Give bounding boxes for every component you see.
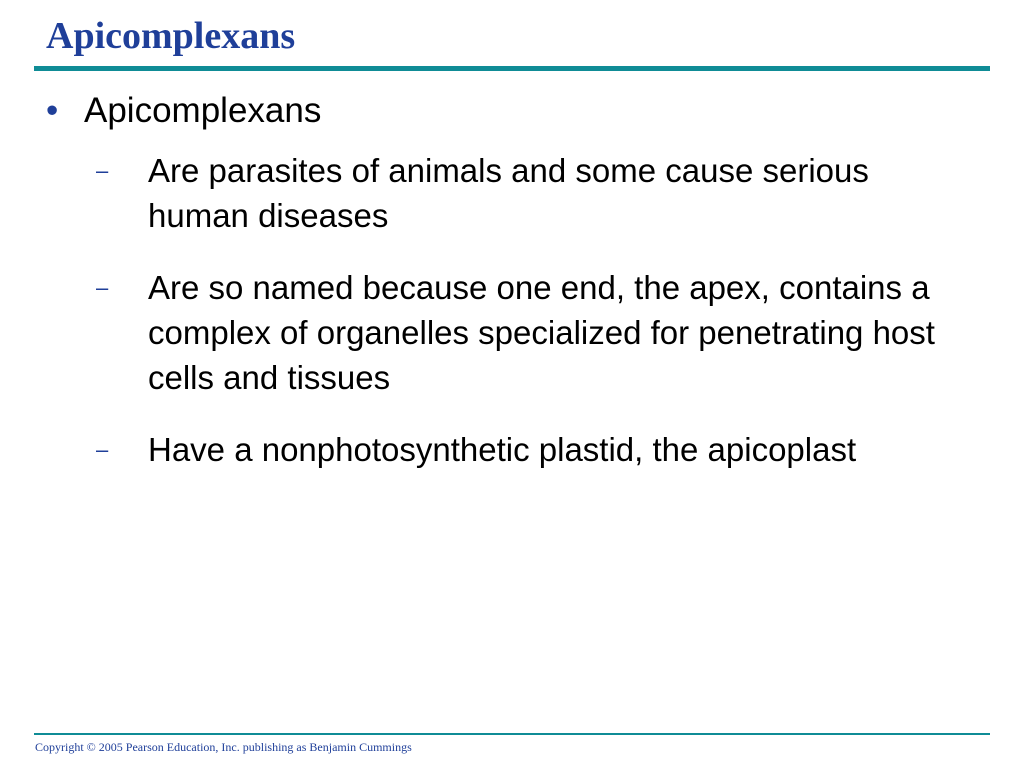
subpoint-text: Are parasites of animals and some cause serious human diseases [148, 152, 869, 234]
subpoint-text: Are so named because one end, the apex, contains a complex of organelles specialized for penetrating host cells and tissues [148, 269, 935, 396]
dash-marker: – [96, 275, 109, 300]
subpoint-item [96, 265, 986, 400]
dash-marker: – [96, 158, 109, 183]
main-bullet [46, 84, 986, 138]
main-bullet-text: Apicomplexans [84, 91, 322, 130]
subpoint-item [96, 148, 986, 238]
copyright-footer: Copyright © 2005 Pearson Education, Inc. publishing as Benjamin Cummings [35, 740, 412, 754]
title-divider [34, 66, 990, 71]
slide-title: Apicomplexans [46, 15, 296, 57]
subpoint-text: Have a nonphotosynthetic plastid, the apicoplast [148, 431, 857, 468]
bullet-marker: • [46, 91, 59, 130]
footer-divider [34, 733, 990, 735]
dash-marker: – [96, 437, 109, 462]
subpoint-list [46, 148, 986, 472]
slide-content [46, 84, 986, 499]
subpoint-item [96, 427, 986, 472]
